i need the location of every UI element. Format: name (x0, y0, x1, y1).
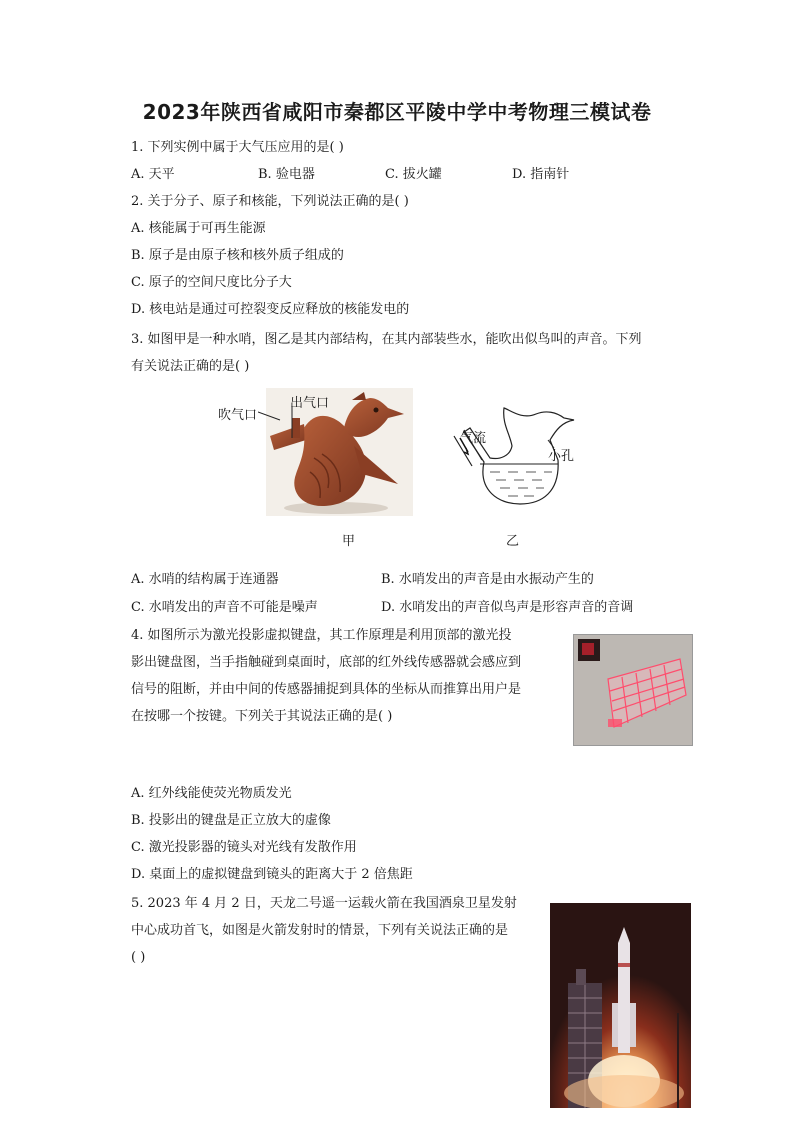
question-2-stem: 2. 关于分子、原子和核能，下列说法正确的是( ) (131, 194, 409, 209)
question-3-stem-2: 有关说法正确的是( ) (131, 359, 250, 374)
q1-option-c: C. 拔火罐 (385, 167, 442, 182)
q4-option-a: A. 红外线能使荧光物质发光 (131, 786, 292, 801)
question-4-line-4: 在按哪一个按键。下列关于其说法正确的是( ) (131, 709, 393, 724)
fig-label-blow-inlet: 吹气口 (218, 408, 258, 423)
q1-option-a: A. 天平 (131, 167, 175, 182)
question-1-stem: 1. 下列实例中属于大气压应用的是( ) (131, 140, 344, 155)
question-5-line-3: ( ) (131, 950, 146, 965)
question-4-line-1: 4. 如图所示为激光投影虚拟键盘，其工作原理是利用顶部的激光投 (131, 628, 512, 643)
q3-option-c: C. 水哨发出的声音不可能是噪声 (131, 600, 318, 615)
q2-option-b: B. 原子是由原子核和核外质子组成的 (131, 248, 344, 263)
fig-label-airflow: 气流 (460, 431, 487, 446)
q2-option-a: A. 核能属于可再生能源 (131, 221, 266, 236)
rocket-launch-photo (550, 903, 691, 1108)
q4-option-c: C. 激光投影器的镜头对光线有发散作用 (131, 840, 357, 855)
q1-option-b: B. 验电器 (258, 167, 315, 182)
fig-caption-yi: 乙 (506, 534, 520, 549)
question-4-line-3: 信号的阻断，并由中间的传感器捕捉到具体的坐标从而推算出用户是 (131, 682, 522, 697)
question-5-line-2: 中心成功首飞，如图是火箭发射时的情景，下列有关说法正确的是 (131, 923, 509, 938)
label-pointer-lines (258, 398, 308, 438)
question-4-line-2: 影出键盘图，当手指触碰到桌面时，底部的红外线传感器就会感应到 (131, 655, 522, 670)
question-5-line-1: 5. 2023 年 4 月 2 日，天龙二号遥一运载火箭在我国酒泉卫星发射 (131, 896, 517, 911)
q2-option-c: C. 原子的空间尺度比分子大 (131, 275, 292, 290)
q2-option-d: D. 核电站是通过可控裂变反应释放的核能发电的 (131, 302, 410, 317)
q3-option-b: B. 水哨发出的声音是由水振动产生的 (381, 572, 594, 587)
q4-option-d: D. 桌面上的虚拟键盘到镜头的距离大于 2 倍焦距 (131, 867, 413, 882)
question-3-stem-1: 3. 如图甲是一种水哨，图乙是其内部结构，在其内部装些水，能吹出似鸟叫的声音。下列 (131, 332, 642, 347)
q1-option-d: D. 指南针 (512, 167, 570, 182)
laser-keyboard-photo (573, 634, 693, 746)
fig-label-small-hole: 小孔 (548, 449, 575, 464)
q3-option-d: D. 水哨发出的声音似鸟声是形容声音的音调 (381, 600, 634, 615)
q3-option-a: A. 水哨的结构属于连通器 (131, 572, 279, 587)
fig-caption-jia: 甲 (342, 534, 356, 549)
fig-label-air-outlet: 出气口 (290, 396, 330, 411)
q4-option-b: B. 投影出的键盘是正立放大的虚像 (131, 813, 331, 828)
page-title: 2023年陕西省咸阳市秦都区平陵中学中考物理三模试卷 (142, 100, 652, 124)
